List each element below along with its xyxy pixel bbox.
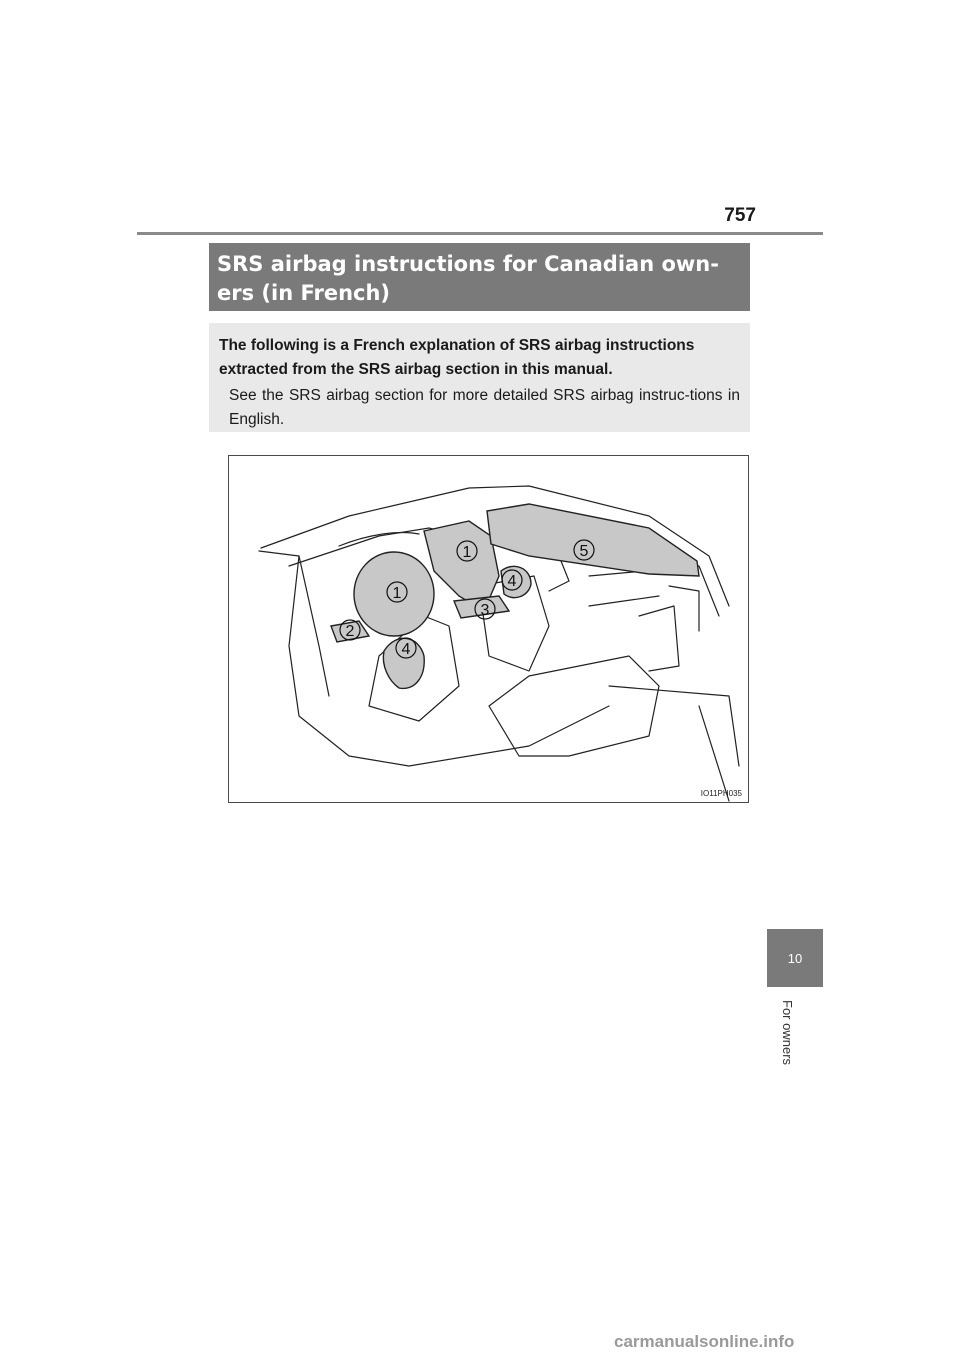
airbag-location-figure [228, 455, 749, 803]
callout-label: 2 [345, 623, 355, 640]
page-number: 757 [724, 205, 756, 226]
intro-box [209, 323, 750, 432]
figure-code: IO11PH035 [700, 789, 742, 798]
callout-label: 1 [462, 544, 472, 561]
chapter-tab: 10 [767, 929, 823, 987]
footer-watermark: carmanualsonline.info [614, 1332, 795, 1351]
chapter-label: For owners [780, 1000, 795, 1066]
callout-label: 5 [579, 543, 589, 560]
header-rule [137, 232, 823, 235]
callout-label: 4 [401, 641, 411, 658]
section-title: SRS airbag instructions for Canadian own-ers (in French) [209, 243, 750, 311]
callout-label: 3 [480, 602, 490, 619]
callout-label: 4 [507, 573, 517, 590]
car-interior-illustration [229, 456, 749, 803]
intro-lead: The following is a French explanation of SRS airbag instructions extracted from the SRS airbag section in this manual. [219, 337, 695, 378]
callout-label: 1 [392, 585, 402, 602]
intro-note: See the SRS airbag section for more detailed SRS airbag instruc-tions in English. [229, 387, 740, 428]
